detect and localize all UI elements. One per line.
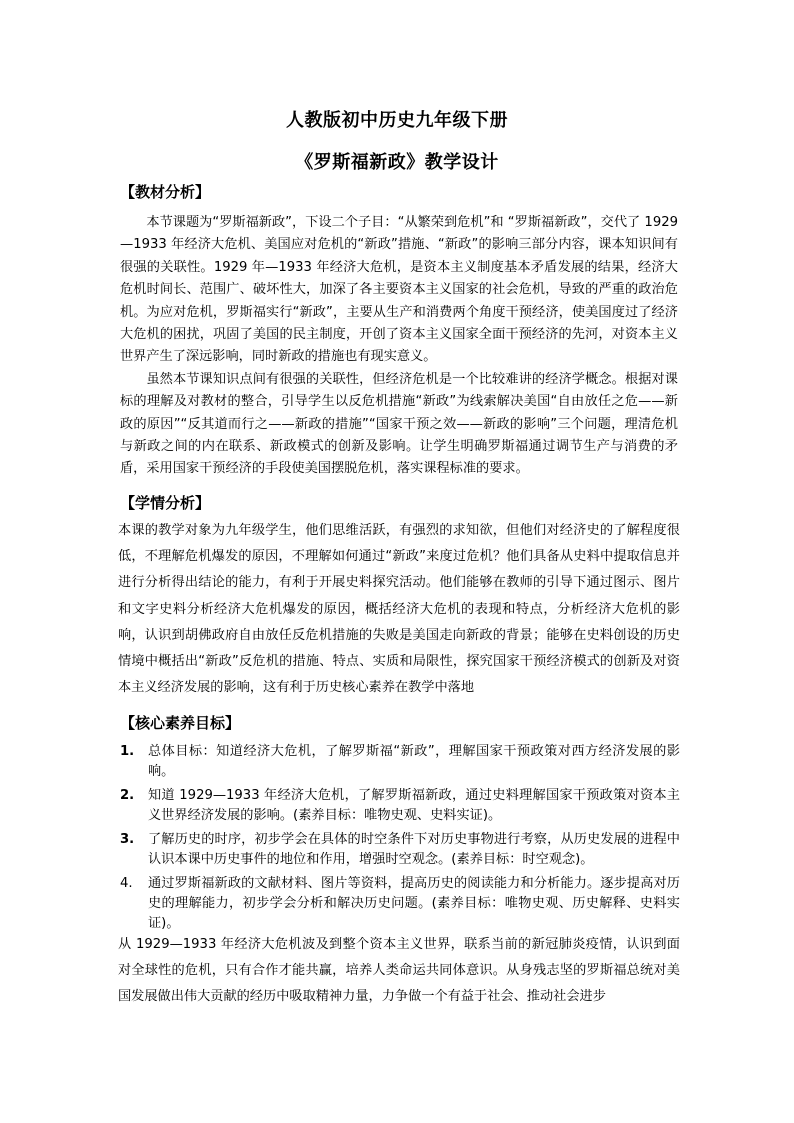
student-analysis-body — [118, 518, 680, 701]
list-number: 1. — [120, 744, 135, 759]
goals-list — [120, 742, 680, 938]
list-item-text: 总体目标：知道经济大危机，了解罗斯福“新政”，理解国家干预政策对西方经济发展的影响。 — [148, 744, 680, 779]
section-heading-textbook: 【教材分析】 — [120, 183, 211, 201]
goals-closing-paragraph: 从 1929—1933 年经济大危机波及到整个资本主义世界，联系当前的新冠肺炎疫情，认识到面对全球性的危机，只有合作才能共赢，培养人类命运共同体意识。从身残志坚的罗斯福总统对美国发展做出伟大贡献的经历中吸取精神力量，力争做一个有益于社会、推动社会进步 — [118, 937, 680, 1004]
list-item — [120, 786, 680, 826]
textbook-analysis-body — [120, 212, 678, 481]
document-subtitle: 《罗斯福新政》教学设计 — [295, 152, 499, 173]
textbook-paragraph: 虽然本节课知识点间有很强的关联性，但经济危机是一个比较难讲的经济学概念。根据对课标的理解及对教材的整合，引导学生以反危机措施“新政”为线索解决美国“自由放任之危——新政的原因”“反其道而行之——新政的措施”“国家干预之效——新政的影响”三个问题，理清危机与新政之间的内在联系、新政模式的创新及影响。让学生明确罗斯福通过调节生产与消费的矛盾，采用国家干预经济的手段使美国摆脱危机，落实课程标准的要求。 — [120, 371, 678, 477]
list-item — [120, 742, 680, 782]
section-heading-goals: 【核心素养目标】 — [120, 714, 241, 732]
section-heading-students: 【学情分析】 — [120, 494, 211, 512]
list-item — [120, 830, 680, 870]
textbook-paragraph: 本节课题为“罗斯福新政”，下设二个子目：“从繁荣到危机”和 “罗斯福新政”，交代了 1929—1933 年经济大危机、美国应对危机的“新政”措施、“新政”的影响三部分内容，课本知识间有很强的关联性。1929 年—1933 年经济大危机，是资本主义制度基本矛盾发展的结果，经济大危机时间长、范围广、破坏性大，加深了各主要资本主义国家的社会危机，导致的严重的政治危机。为应对危机，罗斯福实行“新政”，主要从生产和消费两个角度干预经济，使美国度过了经济大危机的困扰，巩固了美国的民主制度，开创了资本主义国家全面干预经济的先河，对资本主义世界产生了深远影响，同时新政的措施也有现实意义。 — [120, 215, 678, 365]
document-title: 人教版初中历史九年级下册 — [286, 110, 508, 131]
list-item-text: 了解历史的时序，初步学会在具体的时空条件下对历史事物进行考察，从历史发展的进程中认识本课中历史事件的地位和作用，增强时空观念。(素养目标：时空观念)。 — [148, 832, 680, 867]
list-number: 3. — [120, 832, 135, 847]
list-number: 4. — [120, 876, 133, 891]
list-item-text: 知道 1929—1933 年经济大危机，了解罗斯福新政，通过史料理解国家干预政策对资本主义世界经济发展的影响。(素养目标：唯物史观、史料实证)。 — [148, 788, 680, 823]
list-item-text: 通过罗斯福新政的文献材料、图片等资料，提高历史的阅读能力和分析能力。逐步提高对历史的理解能力，初步学会分析和解决历史问题。(素养目标：唯物史观、历史解释、史料实证)。 — [148, 876, 680, 931]
student-paragraph: 本课的教学对象为九年级学生，他们思维活跃，有强烈的求知欲，但他们对经济史的了解程度很低，不理解危机爆发的原因，不理解如何通过“新政”来度过危机？他们具备从史料中提取信息并进行分析得出结论的能力，有利于开展史料探究活动。他们能够在教师的引导下通过图示、图片和文字史料分析经济大危机爆发的原因，概括经济大危机的表现和特点，分析经济大危机的影响，认识到胡佛政府自由放任反危机措施的失败是美国走向新政的背景；能够在史料创设的历史情境中概括出“新政”反危机的措施、特点、实质和局限性，探究国家干预经济模式的创新及对资本主义经济发展的影响，这有利于历史核心素养在教学中落地 — [118, 523, 680, 696]
list-item — [120, 874, 680, 934]
list-number: 2. — [120, 788, 135, 803]
